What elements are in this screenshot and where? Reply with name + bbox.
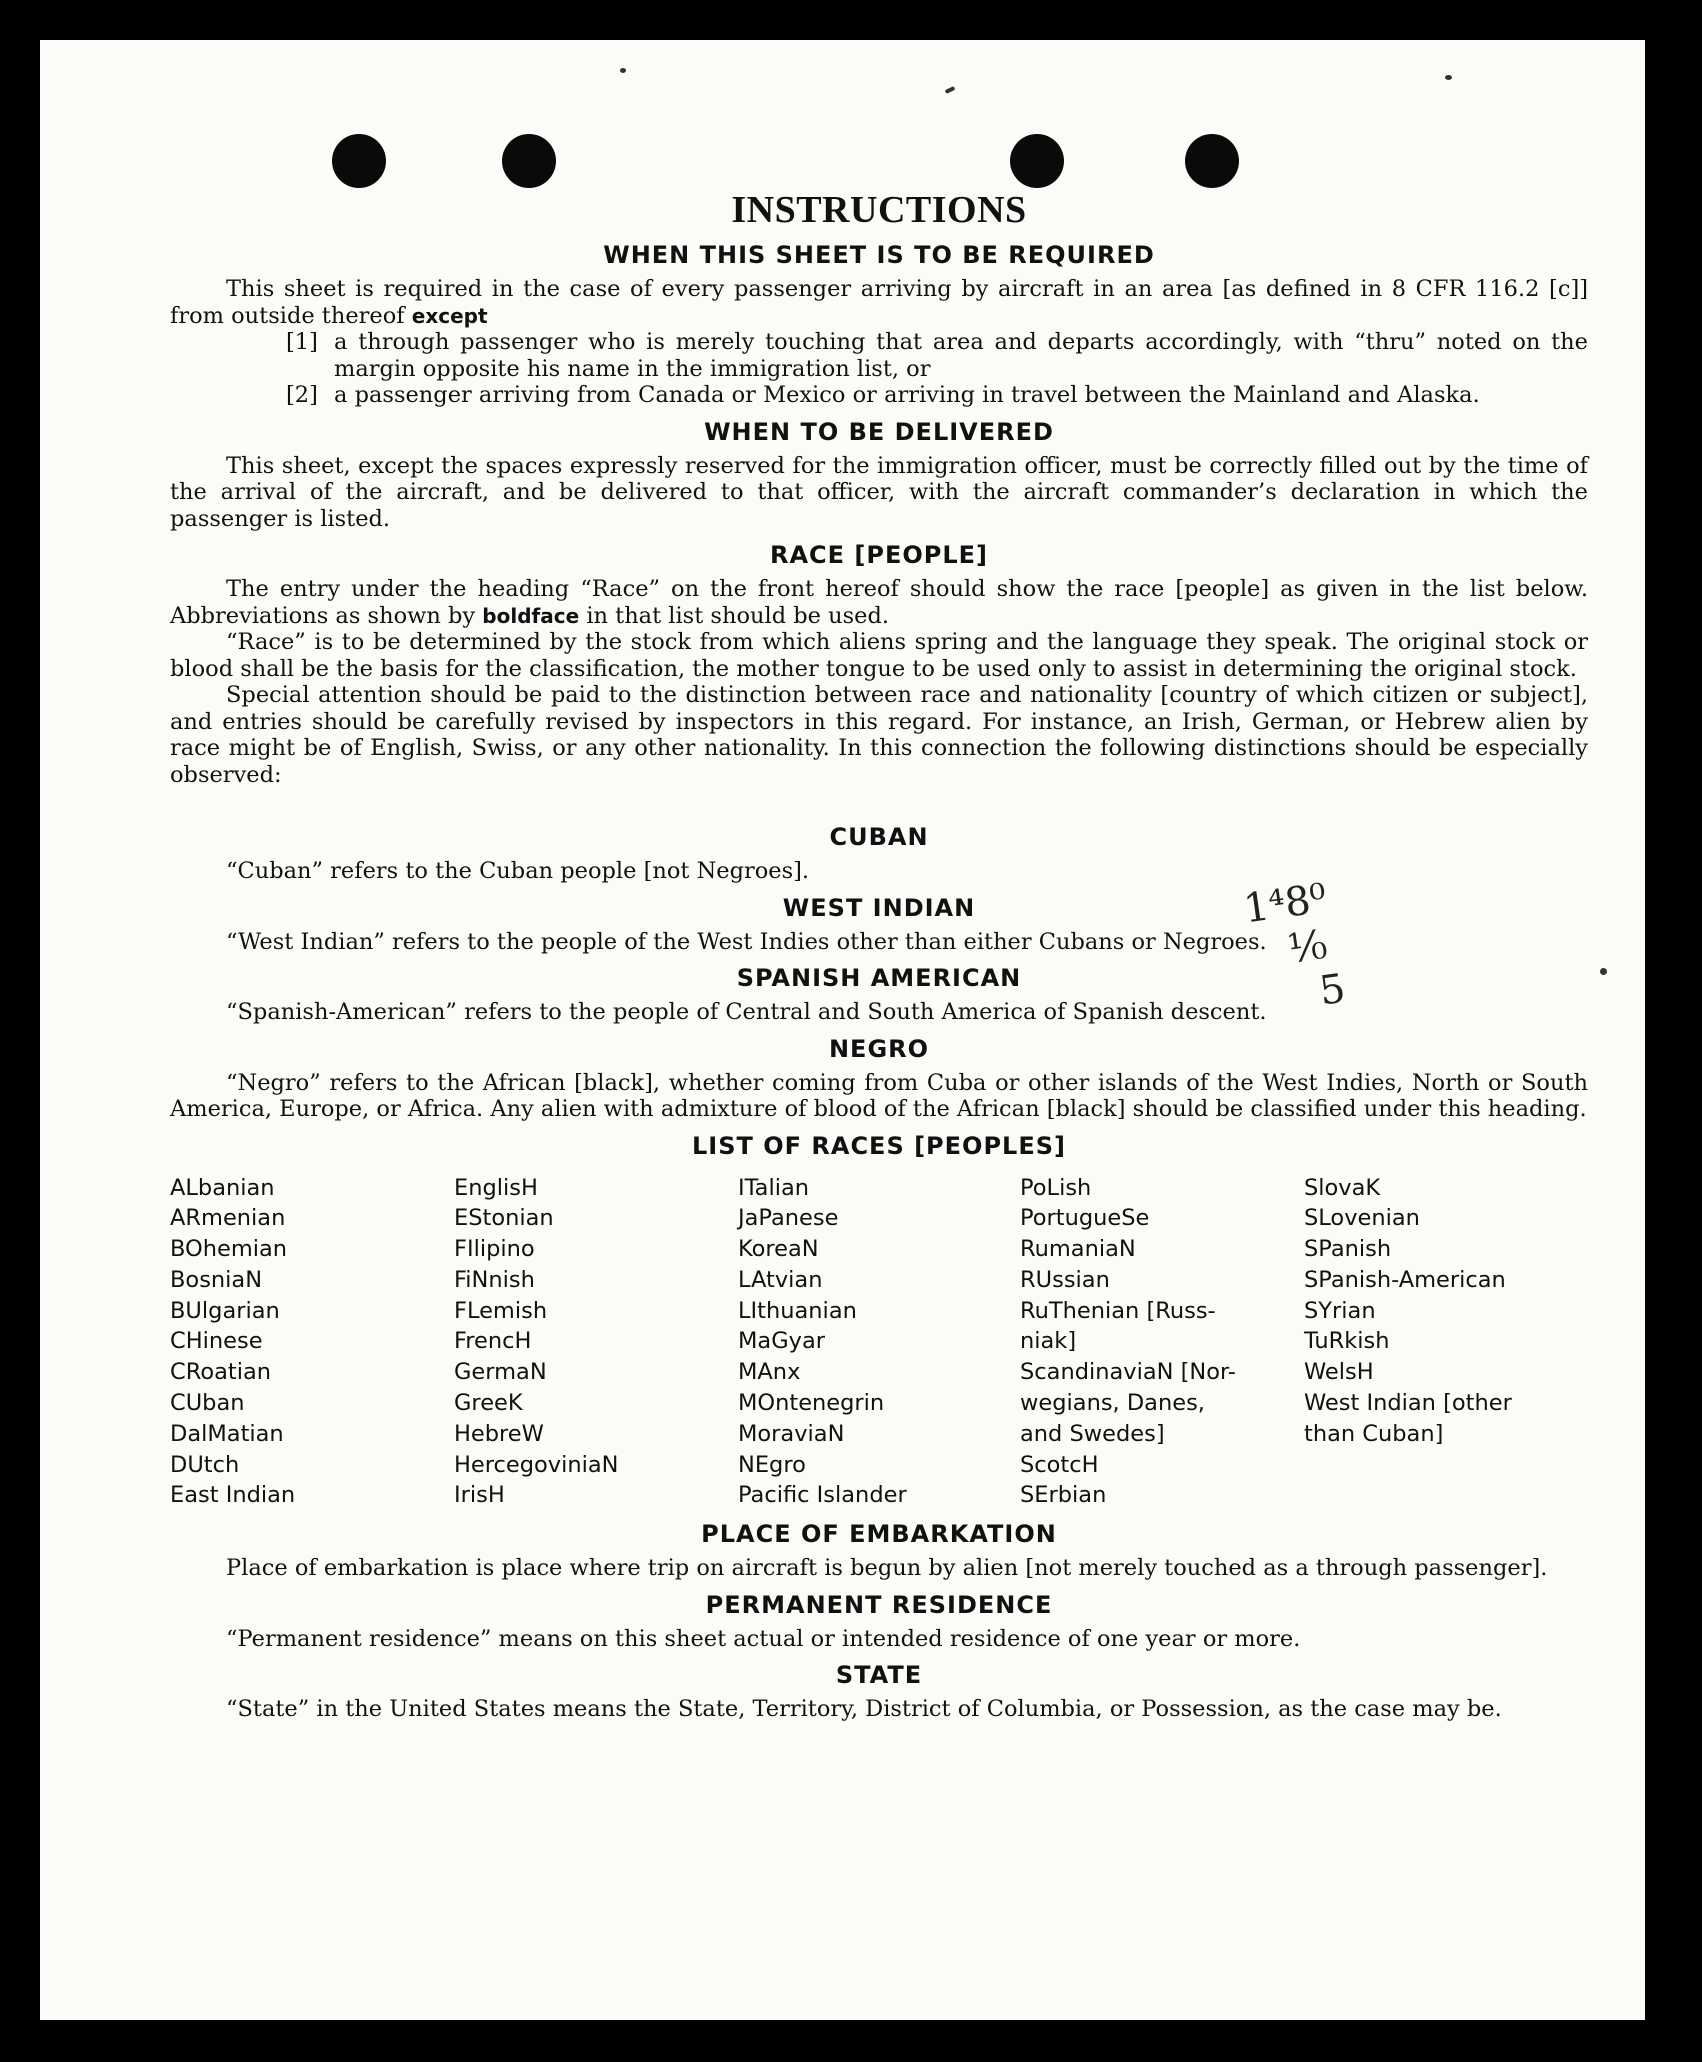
race-entry: SPanish-American bbox=[1304, 1266, 1506, 1293]
section-heading: RACE [PEOPLE] bbox=[769, 541, 989, 569]
race-entry: BUlgarian bbox=[170, 1297, 280, 1324]
definition-paragraph: “Negro” refers to the African [black], whether coming from Cuba or other islands of the West Indies, North or South America, Europe, or Africa. Any alien with admixture of blood of the African [black] should be classified under this heading. bbox=[170, 1069, 1588, 1122]
race-entry: FrencH bbox=[454, 1328, 532, 1355]
race-entry: LIthuanian bbox=[738, 1297, 857, 1324]
race-entry: FLemish bbox=[454, 1297, 548, 1324]
section-heading: PERMANENT RESIDENCE bbox=[705, 1590, 1053, 1619]
race-entry: BosniaN bbox=[170, 1266, 263, 1293]
race-paragraph bbox=[170, 576, 1588, 629]
race-entry: Pacific Islander bbox=[738, 1482, 907, 1509]
race-entry: NEgro bbox=[738, 1451, 806, 1478]
race-entry: SErbian bbox=[1020, 1482, 1107, 1509]
item-body: through passenger who is merely touching that area and departs accordingly, with “thru” noted on the margin opposite his name in the immigration list, or bbox=[334, 329, 1588, 382]
race-entry: GreeK bbox=[454, 1390, 523, 1417]
definition-paragraph: “Spanish-American” refers to the people of Central and South America of Spanish descent. bbox=[226, 999, 1267, 1025]
definition-paragraph: “Permanent residence” means on this sheet actual or intended residence of one year or more. bbox=[226, 1625, 1301, 1652]
punch-hole bbox=[1185, 134, 1239, 188]
race-entry: MOntenegrin bbox=[738, 1390, 885, 1417]
race-column bbox=[454, 1173, 738, 1512]
race-column bbox=[1020, 1173, 1304, 1512]
section-heading: NEGRO bbox=[828, 1034, 930, 1063]
list-item bbox=[170, 329, 1588, 382]
section-heading: STATE bbox=[835, 1661, 923, 1690]
scan-speck bbox=[1600, 968, 1607, 975]
handwritten-annotation: 1⁴8⁰ ¹⁄₀ 5 bbox=[1240, 875, 1349, 1024]
document-page bbox=[40, 40, 1645, 2020]
definition-paragraph: “West Indian” refers to the people of the West Indies other than either Cubans or Negroes. bbox=[226, 928, 1267, 955]
item-number: [1] bbox=[286, 329, 318, 355]
race-column bbox=[170, 1173, 454, 1512]
scan-speck bbox=[945, 86, 956, 94]
section-heading: CUBAN bbox=[829, 823, 929, 851]
emphasis-text: except bbox=[411, 303, 488, 328]
race-entry: ARmenian bbox=[170, 1205, 286, 1232]
race-entry: RuThenian [Russ- niak] bbox=[1020, 1297, 1216, 1355]
race-entry: TuRkish bbox=[1304, 1328, 1390, 1355]
race-entry: PortugueSe bbox=[1020, 1205, 1150, 1232]
race-entry: FiNnish bbox=[454, 1266, 535, 1293]
definition-paragraph: “Cuban” refers to the Cuban people [not Negroes]. bbox=[226, 858, 810, 884]
race-entry: FIlipino bbox=[454, 1236, 535, 1263]
race-paragraph: “Race” is to be determined by the stock from which aliens spring and the language they speak. The original stock or blood shall be the basis for the classification, the mother tongue to be used only to assist in determining the original stock. bbox=[170, 629, 1588, 682]
requirement-paragraph bbox=[170, 276, 1588, 329]
race-entry: MoraviaN bbox=[738, 1420, 845, 1447]
race-entry: HercegoviniaN bbox=[454, 1451, 619, 1478]
punch-hole bbox=[332, 134, 386, 188]
race-entry: GermaN bbox=[454, 1359, 547, 1386]
race-entry: EnglisH bbox=[454, 1174, 538, 1201]
race-entry: DUtch bbox=[170, 1451, 240, 1478]
race-entry: CUban bbox=[170, 1390, 245, 1417]
race-entry: SPanish bbox=[1304, 1236, 1392, 1263]
race-entry: MaGyar bbox=[738, 1328, 825, 1355]
instructions-body bbox=[170, 188, 1588, 1723]
item-prefix: a bbox=[334, 382, 348, 408]
race-entry: ScotcH bbox=[1020, 1451, 1099, 1478]
race-entry: West Indian [other than Cuban] bbox=[1304, 1390, 1512, 1447]
item-text bbox=[334, 329, 1588, 382]
paragraph-text: This sheet is required in the case of every passenger arriving by aircraft in an area [as defined in 8 CFR 116.2 [c]] from outside thereof bbox=[170, 276, 1588, 329]
page-title: INSTRUCTIONS bbox=[731, 189, 1027, 231]
section-heading: SPANISH AMERICAN bbox=[736, 964, 1022, 992]
race-paragraph: Special attention should be paid to the distinction between race and nationality [country of which citizen or subject], and entries should be carefully revised by inspectors in this regard. For instance, an Irish, German, or Hebrew alien by race might be of English, Swiss, or any other nationality. In this connection the following distinctions should be especially observed: bbox=[170, 682, 1588, 788]
race-entry: East Indian bbox=[170, 1482, 296, 1509]
race-entry: ScandinaviaN [Nor- wegians, Danes, and Swedes] bbox=[1020, 1359, 1236, 1447]
race-entry: SYrian bbox=[1304, 1297, 1376, 1324]
race-entry: LAtvian bbox=[738, 1266, 823, 1293]
paragraph-text: in that list should be used. bbox=[586, 602, 890, 629]
section-heading: WHEN TO BE DELIVERED bbox=[704, 417, 1054, 446]
race-entry: BOhemian bbox=[170, 1236, 288, 1263]
delivery-paragraph: This sheet, except the spaces expressly reserved for the immigration officer, must be correctly filled out by the time of the arrival of the aircraft, and be delivered to that officer, with the aircraft commander’s declaration in which the passenger is listed. bbox=[170, 452, 1588, 532]
item-prefix: a bbox=[334, 329, 348, 355]
race-entry: KoreaN bbox=[738, 1236, 819, 1263]
race-entry: ITalian bbox=[738, 1174, 809, 1201]
race-entry: ALbanian bbox=[170, 1174, 275, 1201]
race-entry: EStonian bbox=[454, 1205, 554, 1232]
item-body: passenger arriving from Canada or Mexico or arriving in travel between the Mainland and Alaska. bbox=[354, 382, 1480, 408]
race-entry: WelsH bbox=[1304, 1359, 1374, 1386]
scan-speck bbox=[620, 68, 626, 73]
definition-paragraph: “State” in the United States means the State, Territory, District of Columbia, or Possession, as the case may be. bbox=[226, 1696, 1502, 1723]
list-item bbox=[170, 382, 1588, 409]
definition-paragraph: Place of embarkation is place where trip on aircraft is begun by alien [not merely touched as a through passenger]. bbox=[226, 1555, 1548, 1582]
paragraph-text: The entry under the heading “Race” on the front hereof should show the race [people] as given in the list below. Abbreviations as shown by bbox=[170, 576, 1588, 629]
scan-speck bbox=[1445, 75, 1452, 80]
race-entry: HebreW bbox=[454, 1420, 544, 1447]
section-heading: WEST INDIAN bbox=[782, 893, 976, 922]
section-heading: PLACE OF EMBARKATION bbox=[701, 1520, 1057, 1549]
punch-hole bbox=[502, 134, 556, 188]
emphasis-text: boldface bbox=[482, 603, 580, 628]
race-entry: CRoatian bbox=[170, 1359, 272, 1386]
race-list bbox=[170, 1173, 1588, 1512]
section-heading: WHEN THIS SHEET IS TO BE REQUIRED bbox=[603, 241, 1155, 269]
race-entry: IrisH bbox=[454, 1482, 505, 1509]
race-entry: SlovaK bbox=[1304, 1174, 1381, 1201]
race-entry: DalMatian bbox=[170, 1420, 284, 1447]
race-entry: JaPanese bbox=[738, 1205, 839, 1232]
race-column bbox=[1304, 1173, 1588, 1512]
section-heading: LIST OF RACES [PEOPLES] bbox=[692, 1131, 1066, 1160]
race-entry: RumaniaN bbox=[1020, 1236, 1136, 1263]
race-entry: MAnx bbox=[738, 1359, 801, 1386]
race-entry: PoLish bbox=[1020, 1174, 1092, 1201]
item-number: [2] bbox=[286, 382, 318, 408]
race-entry: SLovenian bbox=[1304, 1205, 1420, 1232]
race-column bbox=[738, 1173, 1020, 1512]
race-entry: CHinese bbox=[170, 1328, 263, 1355]
race-entry: RUssian bbox=[1020, 1266, 1110, 1293]
punch-hole bbox=[1010, 134, 1064, 188]
item-text bbox=[334, 382, 1588, 409]
